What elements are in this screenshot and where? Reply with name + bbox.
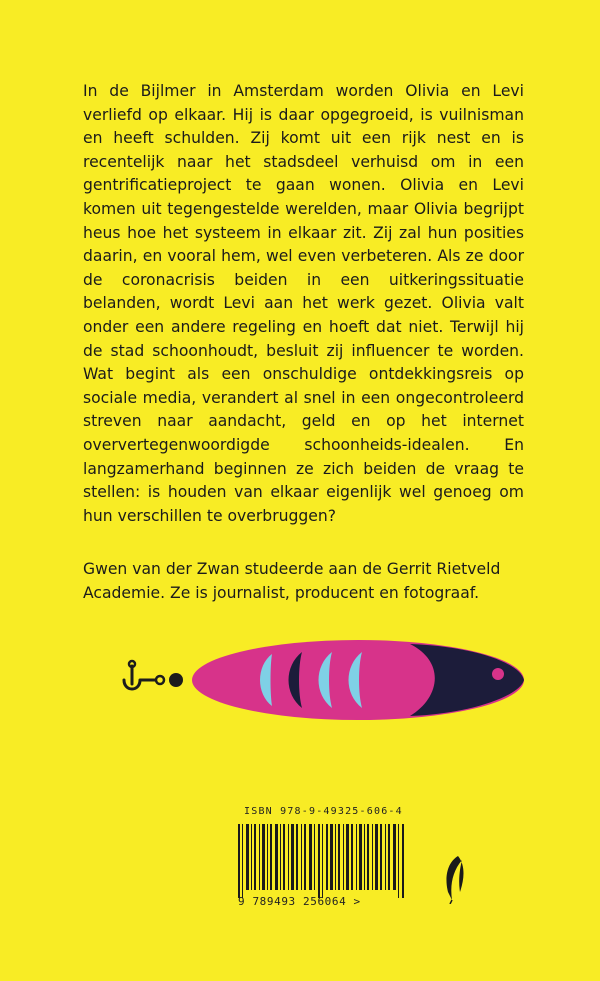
author-bio: Gwen van der Zwan studeerde aan de Gerrit Rietveld Academie. Ze is journalist, producent en fotograaf.	[83, 560, 501, 602]
publisher-feather-logo-icon	[440, 852, 470, 904]
fishing-lure-icon	[110, 636, 530, 732]
hook-icon	[124, 666, 140, 689]
lure-eye-icon	[492, 668, 504, 680]
swivel-ring-icon	[156, 676, 164, 684]
isbn-label: ISBN 978-9-49325-606-4	[244, 806, 403, 817]
hook-eye-icon	[129, 661, 135, 667]
barcode-icon	[232, 824, 420, 898]
book-blurb: In de Bijlmer in Amsterdam worden Olivia en Levi verliefd op elkaar. Hij is daar opgegroeid, is vuilnisman en heeft schulden. Zij komt uit een rijk nest en is recentelijk naar het stadsdeel verhuisd om in een gentrificatieproject te gaan wonen. Olivia en Levi komen uit tegengestelde werelden, maar Olivia begrijpt heus hoe het systeem in elkaar zit. Zij zal hun posities daarin, en vooral hem, wel even verbeteren. Als ze door de coronacrisis beiden in een uitkeringssituatie belanden, wordt Levi aan het werk gezet. Olivia valt onder een andere regeling en hoeft dat niet. Terwijl hij de stad schoonhoudt, besluit zij influencer te worden. Wat begint als een onschuldige ontdekkingsreis op sociale media, verandert al snel in een ongecontroleerd streven naar aandacht, geld en op het internet oververtegenwoordigde schoonheids-idealen. En langzamerhand beginnen ze zich beiden de vraag te stellen: is houden van elkaar eigenlijk wel genoeg om hun verschillen te overbruggen?	[83, 82, 524, 525]
bead-icon	[169, 673, 183, 687]
barcode-digits: 9 789493 256064 >	[238, 895, 361, 908]
